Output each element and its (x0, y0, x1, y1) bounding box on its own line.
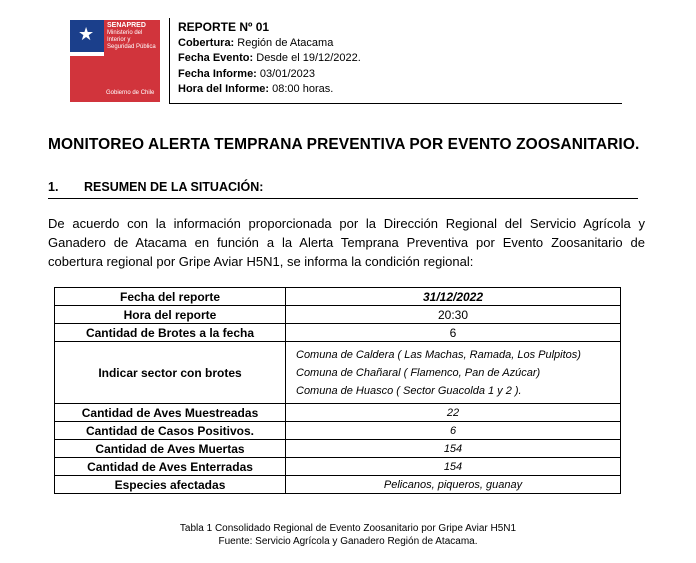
row-label: Cantidad de Aves Muertas (55, 440, 286, 458)
row-label: Cantidad de Casos Positivos. (55, 422, 286, 440)
row-label: Especies afectadas (55, 476, 286, 494)
row-value: 6 (286, 324, 621, 342)
row-value: 22 (286, 404, 621, 422)
table-row (55, 404, 621, 422)
report-header (178, 20, 361, 98)
row-label: Cantidad de Brotes a la fecha (55, 324, 286, 342)
row-label: Hora del reporte (55, 306, 286, 324)
row-value: 154 (286, 440, 621, 458)
row-label: Indicar sector con brotes (55, 342, 286, 404)
header-field-event-date: Fecha Evento: Desde el 19/12/2022. (178, 52, 361, 64)
row-label: Cantidad de Aves Muestreadas (55, 404, 286, 422)
section-heading (48, 180, 638, 199)
table-row (55, 422, 621, 440)
senapred-logo (70, 20, 160, 102)
row-value: Pelicanos, piqueros, guanay (286, 476, 621, 494)
caption-title: Tabla 1 Consolidado Regional de Evento Zoosanitario por Gripe Aviar H5N1 (179, 523, 517, 534)
row-value: 31/12/2022 (286, 288, 621, 306)
sector-line: Comuna de Chañaral ( Flamenco, Pan de Azúcar) (296, 366, 541, 379)
main-title: MONITOREO ALERTA TEMPRANA PREVENTIVA POR EVENTO ZOOSANITARIO. (48, 136, 640, 153)
table-row (55, 306, 621, 324)
header-field-coverage: Cobertura: Región de Atacama (178, 36, 334, 49)
table-row (55, 324, 621, 342)
row-label: Cantidad de Aves Enterradas (55, 458, 286, 476)
row-label: Fecha del reporte (55, 288, 286, 306)
sector-line: Comuna de Caldera ( Las Machas, Ramada, Los Pulpitos) (296, 348, 581, 361)
table-row (55, 288, 621, 306)
report-title: REPORTE Nº 01 (178, 20, 270, 34)
header-field-report-date: Fecha Informe: 03/01/2023 (178, 67, 315, 80)
header-divider-vertical (169, 18, 170, 104)
situation-table (54, 287, 621, 494)
row-value: 154 (286, 458, 621, 476)
section-title: RESUMEN DE LA SITUACIÓN: (84, 180, 264, 194)
caption-source: Fuente: Servicio Agrícola y Ganadero Región de Atacama. (218, 536, 478, 547)
intro-paragraph: De acuerdo con la información proporcionada por la Dirección Regional del Servicio Agrícola y Ganadero de Atacama en función a la Alerta Temprana Preventiva por Evento Zoosanitario de cobertura regional por Gripe Aviar H5N1, se informa la condición regional: (48, 216, 645, 269)
table-row (55, 440, 621, 458)
logo-footer-text: Gobierno de Chile (106, 90, 155, 96)
row-value: 6 (286, 422, 621, 440)
table-row (55, 458, 621, 476)
sector-line: Comuna de Huasco ( Sector Guacolda 1 y 2 ). (296, 384, 522, 397)
table-caption (0, 522, 696, 548)
table-row (55, 476, 621, 494)
row-value: 20:30 (286, 306, 621, 324)
logo-org-text: SENAPRED Ministerio del Interior y Seguridad Pública (107, 22, 156, 50)
header-divider-horizontal (170, 103, 622, 104)
header-field-report-time: Hora del Informe: 08:00 horas. (178, 83, 334, 95)
star-icon: ★ (78, 24, 95, 44)
table-row (55, 342, 621, 404)
flag-white-band (70, 52, 104, 56)
row-value-sectors (286, 342, 621, 404)
section-number: 1. (48, 180, 59, 194)
